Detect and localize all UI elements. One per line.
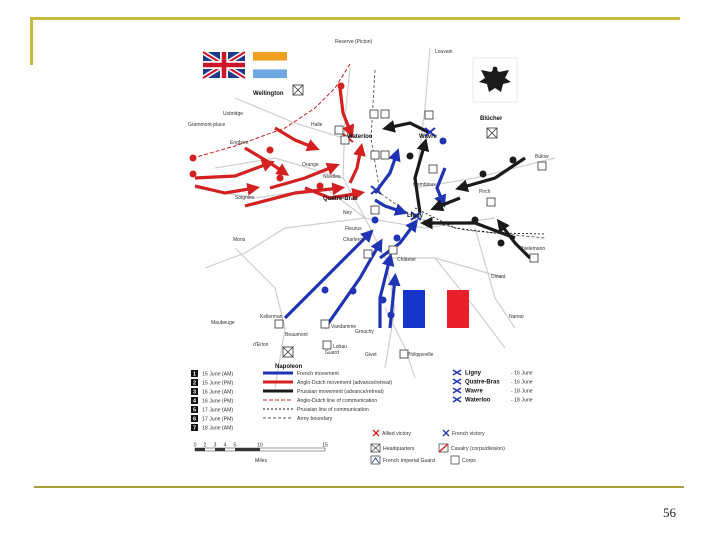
legend-french-victory: French victory <box>452 431 485 437</box>
french-flag-icon <box>403 290 469 328</box>
svg-text:4: 4 <box>192 398 197 405</box>
svg-text:16 June (AM): 16 June (AM) <box>202 389 234 396</box>
legend-movement-item <box>263 389 384 395</box>
legend-battles <box>453 370 533 404</box>
svg-text:6: 6 <box>192 416 197 423</box>
label-maubeuge: Maubeuge <box>211 320 235 326</box>
svg-text:Anglo-Dutch line of communicat: Anglo-Dutch line of communication <box>297 398 378 404</box>
svg-text:15 June (PM): 15 June (PM) <box>202 380 234 387</box>
legend-movement-item <box>263 407 369 413</box>
prussian-communication-line <box>415 208 545 234</box>
label-dinant: Dinant <box>491 274 506 280</box>
legend-scale-tick: 15 <box>322 442 328 449</box>
label-ney: Ney <box>343 210 352 216</box>
svg-text:2: 2 <box>192 380 197 387</box>
label-napoleon: Napoleon <box>275 364 303 370</box>
legend-dates <box>191 370 233 432</box>
legend-date-item <box>191 379 233 387</box>
campaign-map <box>175 28 565 473</box>
svg-text:- 18 June: - 18 June <box>511 388 533 395</box>
svg-text:17 June (AM): 17 June (AM) <box>202 407 234 414</box>
svg-text:- 16 June: - 16 June <box>511 379 533 386</box>
prussian-movement-arrows <box>387 123 530 258</box>
label-bulow: Bülow <box>535 154 549 160</box>
label-chatelet: Châtelet <box>397 257 416 263</box>
svg-text:3: 3 <box>192 389 197 396</box>
page-number: 56 <box>663 505 676 520</box>
legend-date-item <box>191 424 233 432</box>
legend-movement-item <box>263 416 333 422</box>
legend-scale-tick: 4 <box>223 442 227 449</box>
label-thielemann: Thielemann <box>519 246 546 252</box>
label-derlon: d'Erlon <box>253 342 269 348</box>
legend-imperial-guard: French Imperial Guard <box>383 458 435 464</box>
legend-scale-tick: 0 <box>193 442 197 449</box>
label-guard: Guard <box>325 350 339 356</box>
legend-battle-item <box>453 397 533 404</box>
legend-date-item <box>191 415 233 423</box>
label-namur: Namur <box>509 314 525 320</box>
legend-scale-unit: Miles <box>255 458 268 464</box>
legend-scale-tick: 10 <box>257 442 263 449</box>
legend-movement-item <box>263 371 339 377</box>
legend-scale-tick: 5 <box>233 442 237 449</box>
legend-symbols <box>371 444 505 464</box>
svg-text:17 June (PM): 17 June (PM) <box>202 416 234 423</box>
label-vandamme: Vandamme <box>331 324 357 330</box>
label-halle: Halle <box>311 122 323 128</box>
label-uxbridge: Uxbridge <box>223 111 244 117</box>
legend-scale-tick: 2 <box>203 442 207 449</box>
legend-date-item <box>191 406 233 414</box>
svg-text:Ligny: Ligny <box>465 370 481 377</box>
svg-text:Quatre-Bras: Quatre-Bras <box>465 379 500 386</box>
legend-battle-item <box>453 379 533 386</box>
dutch-flag-icon <box>253 52 287 78</box>
label-kellerman: Kellerman <box>260 314 283 320</box>
label-wavre: Wavre <box>419 134 437 140</box>
legend-battle-item <box>453 388 533 395</box>
svg-text:Prussian line of communication: Prussian line of communication <box>297 407 369 413</box>
legend-scale <box>194 443 328 465</box>
frame-left-line <box>30 17 33 65</box>
legend-cavalry: Cavalry (corps/division) <box>451 446 505 452</box>
svg-text:Army boundary: Army boundary <box>297 416 333 422</box>
legend-movement-item <box>263 380 392 386</box>
legend-date-item <box>191 397 233 405</box>
label-charleroi: Charleroi <box>343 237 364 243</box>
label-beaumont: Beaumont <box>285 332 308 338</box>
frame-bottom-line <box>34 486 684 488</box>
svg-text:1: 1 <box>192 371 197 378</box>
svg-text:- 18 June: - 18 June <box>511 397 533 404</box>
svg-text:7: 7 <box>192 425 197 432</box>
label-mons: Mons <box>233 237 246 243</box>
svg-text:16 June (PM): 16 June (PM) <box>202 398 234 405</box>
label-louvain: Louvain <box>435 49 453 55</box>
svg-text:Prussian movement (advance/ret: Prussian movement (advance/retreat) <box>297 389 384 395</box>
frame-top-line <box>30 17 680 20</box>
prussian-eagle-flag-icon <box>473 58 517 102</box>
label-grouchy: Grouchy <box>355 329 374 335</box>
label-orange: Orange <box>302 162 319 168</box>
legend-corps-icon <box>451 456 459 464</box>
svg-text:French movement: French movement <box>297 371 339 377</box>
label-pirch: Pirch <box>479 189 491 195</box>
legend-date-item <box>191 388 233 396</box>
anglo-dutch-movement-arrows <box>195 88 361 206</box>
legend-corps: Corps <box>462 458 476 464</box>
svg-text:Anglo-Dutch movement (advance/: Anglo-Dutch movement (advance/retreat) <box>297 380 393 386</box>
legend-battle-item <box>453 370 533 377</box>
legend <box>191 370 533 464</box>
legend-headquarters: Headquarters <box>383 446 415 452</box>
label-ligny: Ligny <box>407 213 423 219</box>
label-waterloo: Waterloo <box>347 134 373 140</box>
svg-text:18 June (AM): 18 June (AM) <box>202 425 234 432</box>
label-soignies: Soignies <box>235 195 255 201</box>
union-flag-icon <box>203 52 245 78</box>
svg-text:Waterloo: Waterloo <box>465 397 491 404</box>
svg-text:- 16 June: - 16 June <box>511 370 533 377</box>
svg-text:15 June (AM): 15 June (AM) <box>202 371 234 378</box>
label-givet: Givet <box>365 352 377 358</box>
legend-allied-victory: Allied victory <box>382 431 412 437</box>
label-nivelles: Nivelles <box>323 174 341 180</box>
label-philippeville: Philippeville <box>407 352 434 358</box>
label-fleurus: Fleurus <box>345 226 362 232</box>
label-enghien: Enghien <box>230 140 249 146</box>
label-lobau: Lobau <box>333 344 347 350</box>
legend-date-item <box>191 370 233 378</box>
label-quatre-bras: Quatre-Bras <box>323 196 358 202</box>
legend-scale-tick: 3 <box>213 442 217 449</box>
legend-movements <box>263 371 392 422</box>
label-wellington: Wellington <box>253 91 284 97</box>
svg-text:5: 5 <box>192 407 197 414</box>
svg-text:Wavre: Wavre <box>465 388 483 395</box>
label-blucher: Blücher <box>480 116 503 122</box>
label-reserve: Reserve (Picton) <box>335 39 373 45</box>
label-grammont: Grammont-place <box>188 122 226 128</box>
legend-movement-item <box>263 398 377 404</box>
legend-victory-key <box>373 430 485 437</box>
label-gembloux: Gembloux <box>413 182 436 188</box>
